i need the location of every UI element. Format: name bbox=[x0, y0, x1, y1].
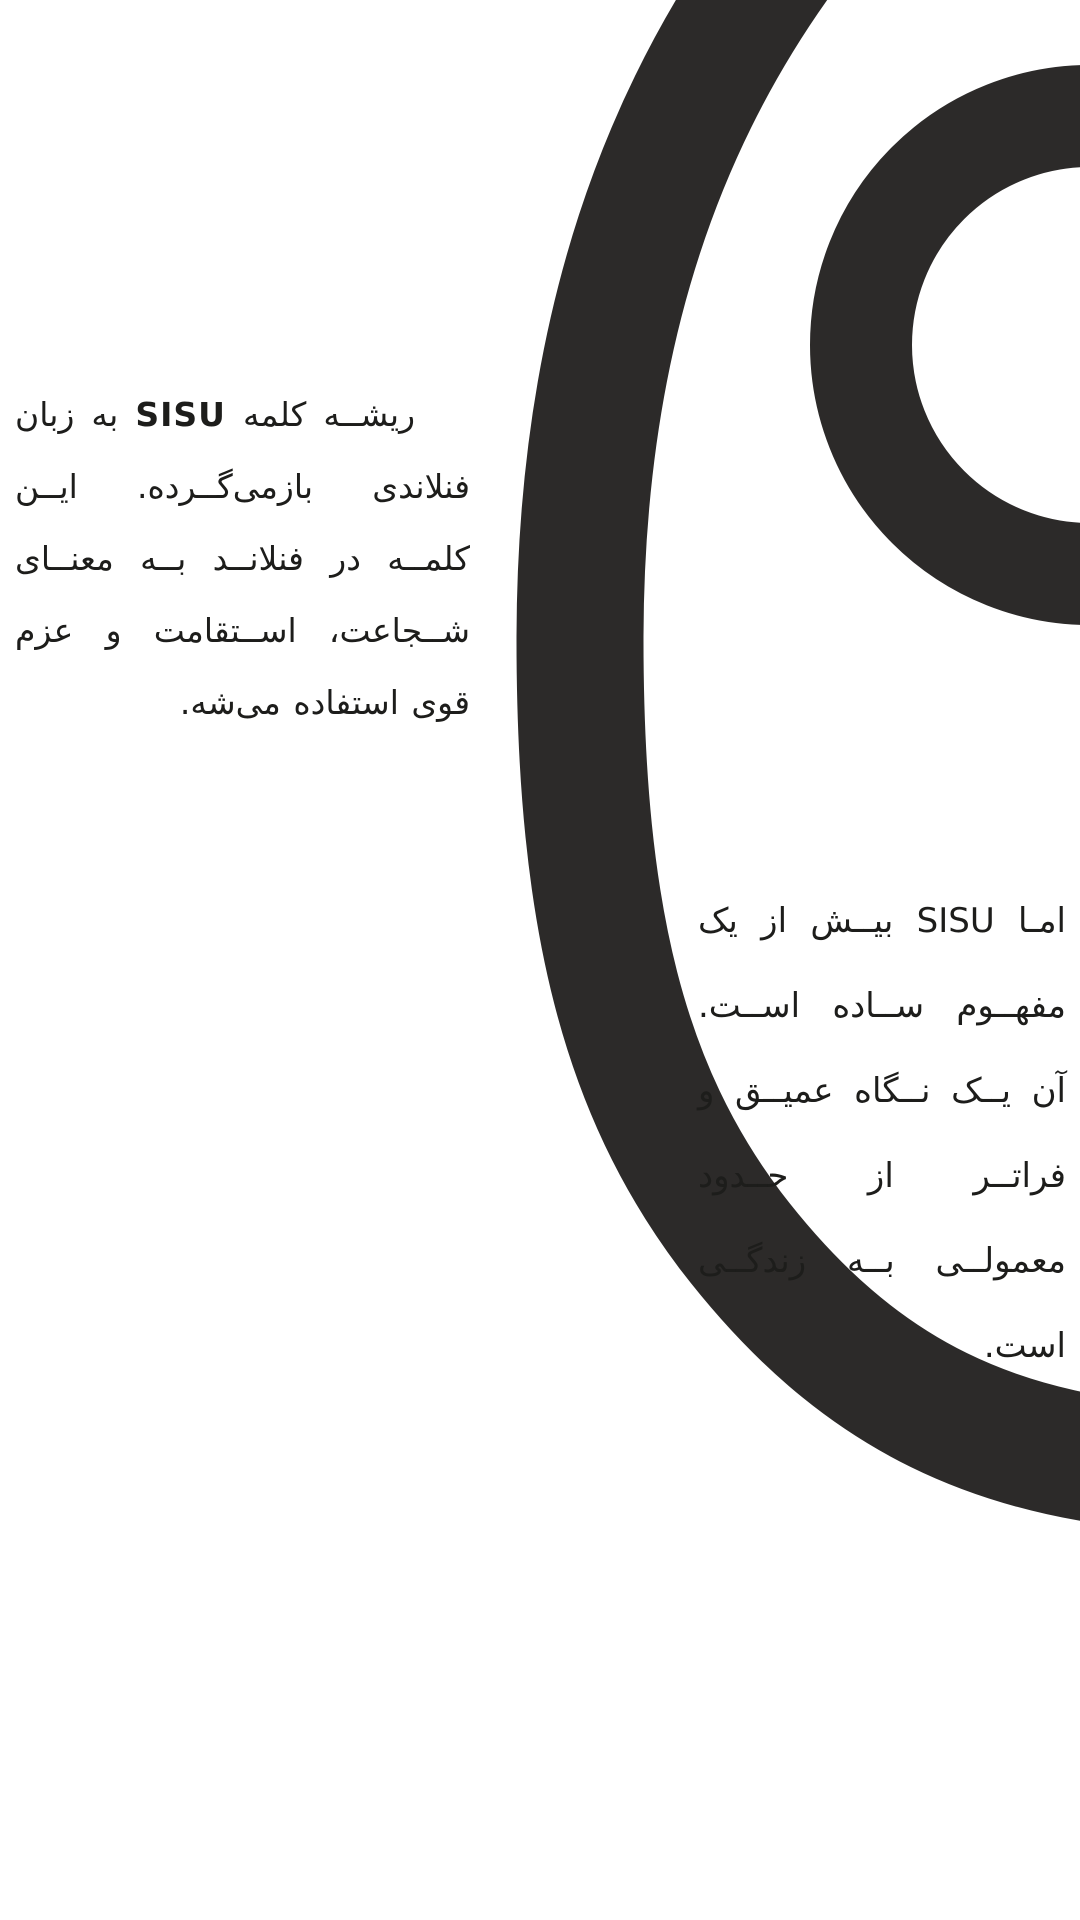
inner-ring-arc bbox=[861, 116, 1080, 574]
origin-text-rest: به زبان فنلاندی بازمی‌گــرده. ایــن کلمــه در فنلانــد بــه معنــای شــجاعت، اســتقامت و عزم قوی استفاده می‌شه. bbox=[15, 395, 470, 722]
sisu-origin-paragraph bbox=[15, 379, 470, 739]
origin-text-start: ریشــه کلمه bbox=[242, 395, 415, 434]
sisu-word-bold: SISU bbox=[135, 395, 226, 434]
sisu-meaning-paragraph: امـا SISU بیــش از یک مفهــوم ســاده اســت. آن یــک نــگاه عمیــق و فراتــر از حــدود معمولــی بــه زندگــی است. bbox=[698, 901, 1066, 1366]
